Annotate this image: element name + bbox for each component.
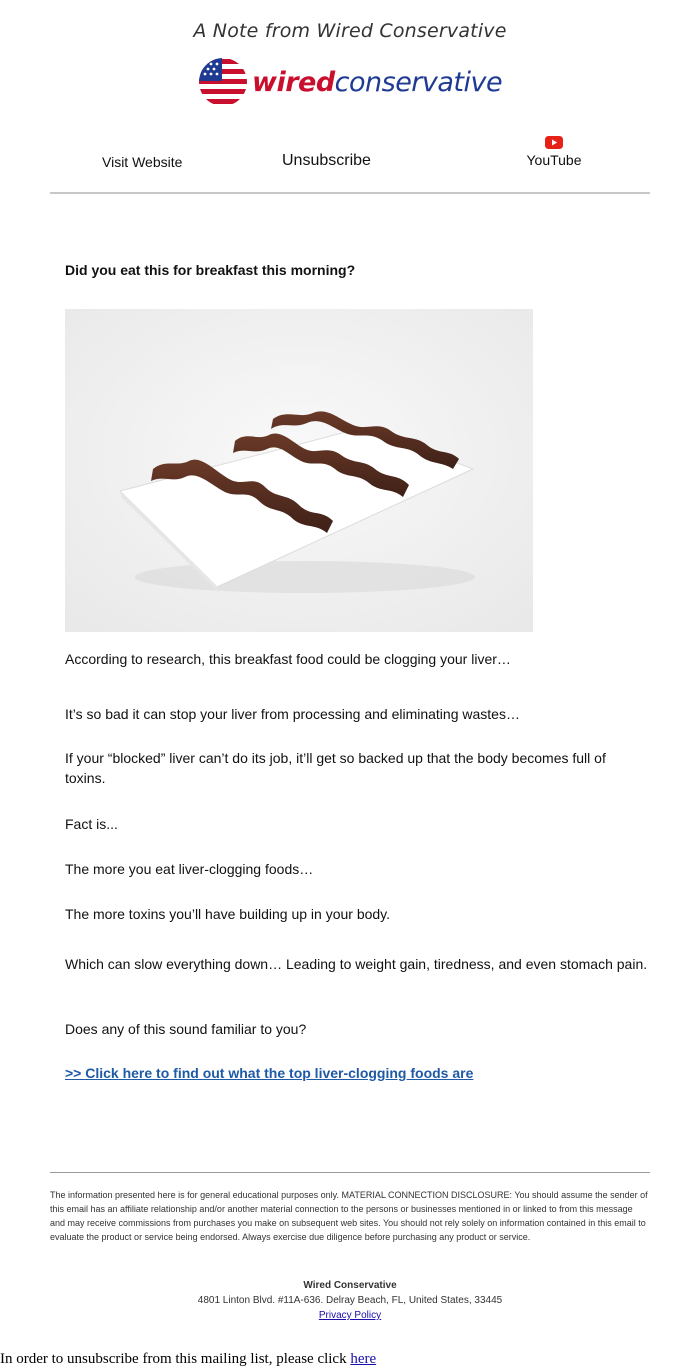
paragraph-3: If your “blocked” liver can’t do its job, it’ll get so backed up that the body becomes full of toxins. [65,750,606,786]
unsubscribe-here-link[interactable]: here [350,1351,377,1367]
footer-address: 4801 Linton Blvd. #11A-636. Delray Beach, FL, United States, 33445 [197,1295,503,1306]
paragraph-6: The more toxins you’ll have building up in your body. [65,906,391,922]
footer-divider [50,1172,650,1173]
footer [50,1278,650,1323]
paragraph-2: It’s so bad it can stop your liver from processing and eliminating wastes… [65,706,520,722]
unsubscribe-text: In order to unsubscribe from this mailing list, please click [0,1351,351,1367]
unsubscribe-line [0,1351,376,1368]
flag-globe-icon [198,57,248,107]
paragraph-5: The more you eat liver-clogging foods… [65,861,314,877]
paragraph-4: Fact is... [65,816,118,832]
logo-wired-text: wired [252,66,335,98]
bacon-image [65,309,533,632]
logo-conservative-text: conservative [334,66,503,98]
wired-conservative-logo[interactable] [198,56,502,108]
youtube-link[interactable] [518,136,590,168]
paragraph-8: Does any of this sound familiar to you? [65,1021,307,1037]
bacon-photo[interactable] [65,309,533,632]
disclaimer-text: The information presented here is for general educational purposes only. MATERIAL CONNECTION DISCLOSURE: You should assume the sender of this email has an affiliate relationship and/or another material connection to the persons or businesses mentioned in or linked to from this message and may receive commissions from purchases you make on subsequent web sites. You should not rely solely on information contained in this email to evaluate the product or service being endorsed. Always exercise due diligence before purchasing any product or service. [50,1190,648,1242]
footer-company: Wired Conservative [303,1280,397,1291]
paragraph-7: Which can slow everything down… Leading to weight gain, tiredness, and even stomach pain. [65,956,648,972]
header-divider [50,192,650,194]
logo-wordmark [252,67,502,98]
cta-link[interactable]: >> Click here to find out what the top liver-clogging foods are [65,1065,474,1081]
youtube-label: YouTube [526,152,582,168]
youtube-icon [545,136,563,149]
visit-website-link[interactable]: Visit Website [102,154,183,170]
paragraph-1: According to research, this breakfast food could be clogging your liver… [65,651,511,667]
unsubscribe-nav-link[interactable]: Unsubscribe [282,152,371,169]
privacy-policy-link[interactable]: Privacy Policy [318,1310,382,1321]
email-headline: Did you eat this for breakfast this morning? [65,262,356,278]
note-title: A Note from Wired Conservative [193,20,507,42]
nav-bar [50,130,650,190]
